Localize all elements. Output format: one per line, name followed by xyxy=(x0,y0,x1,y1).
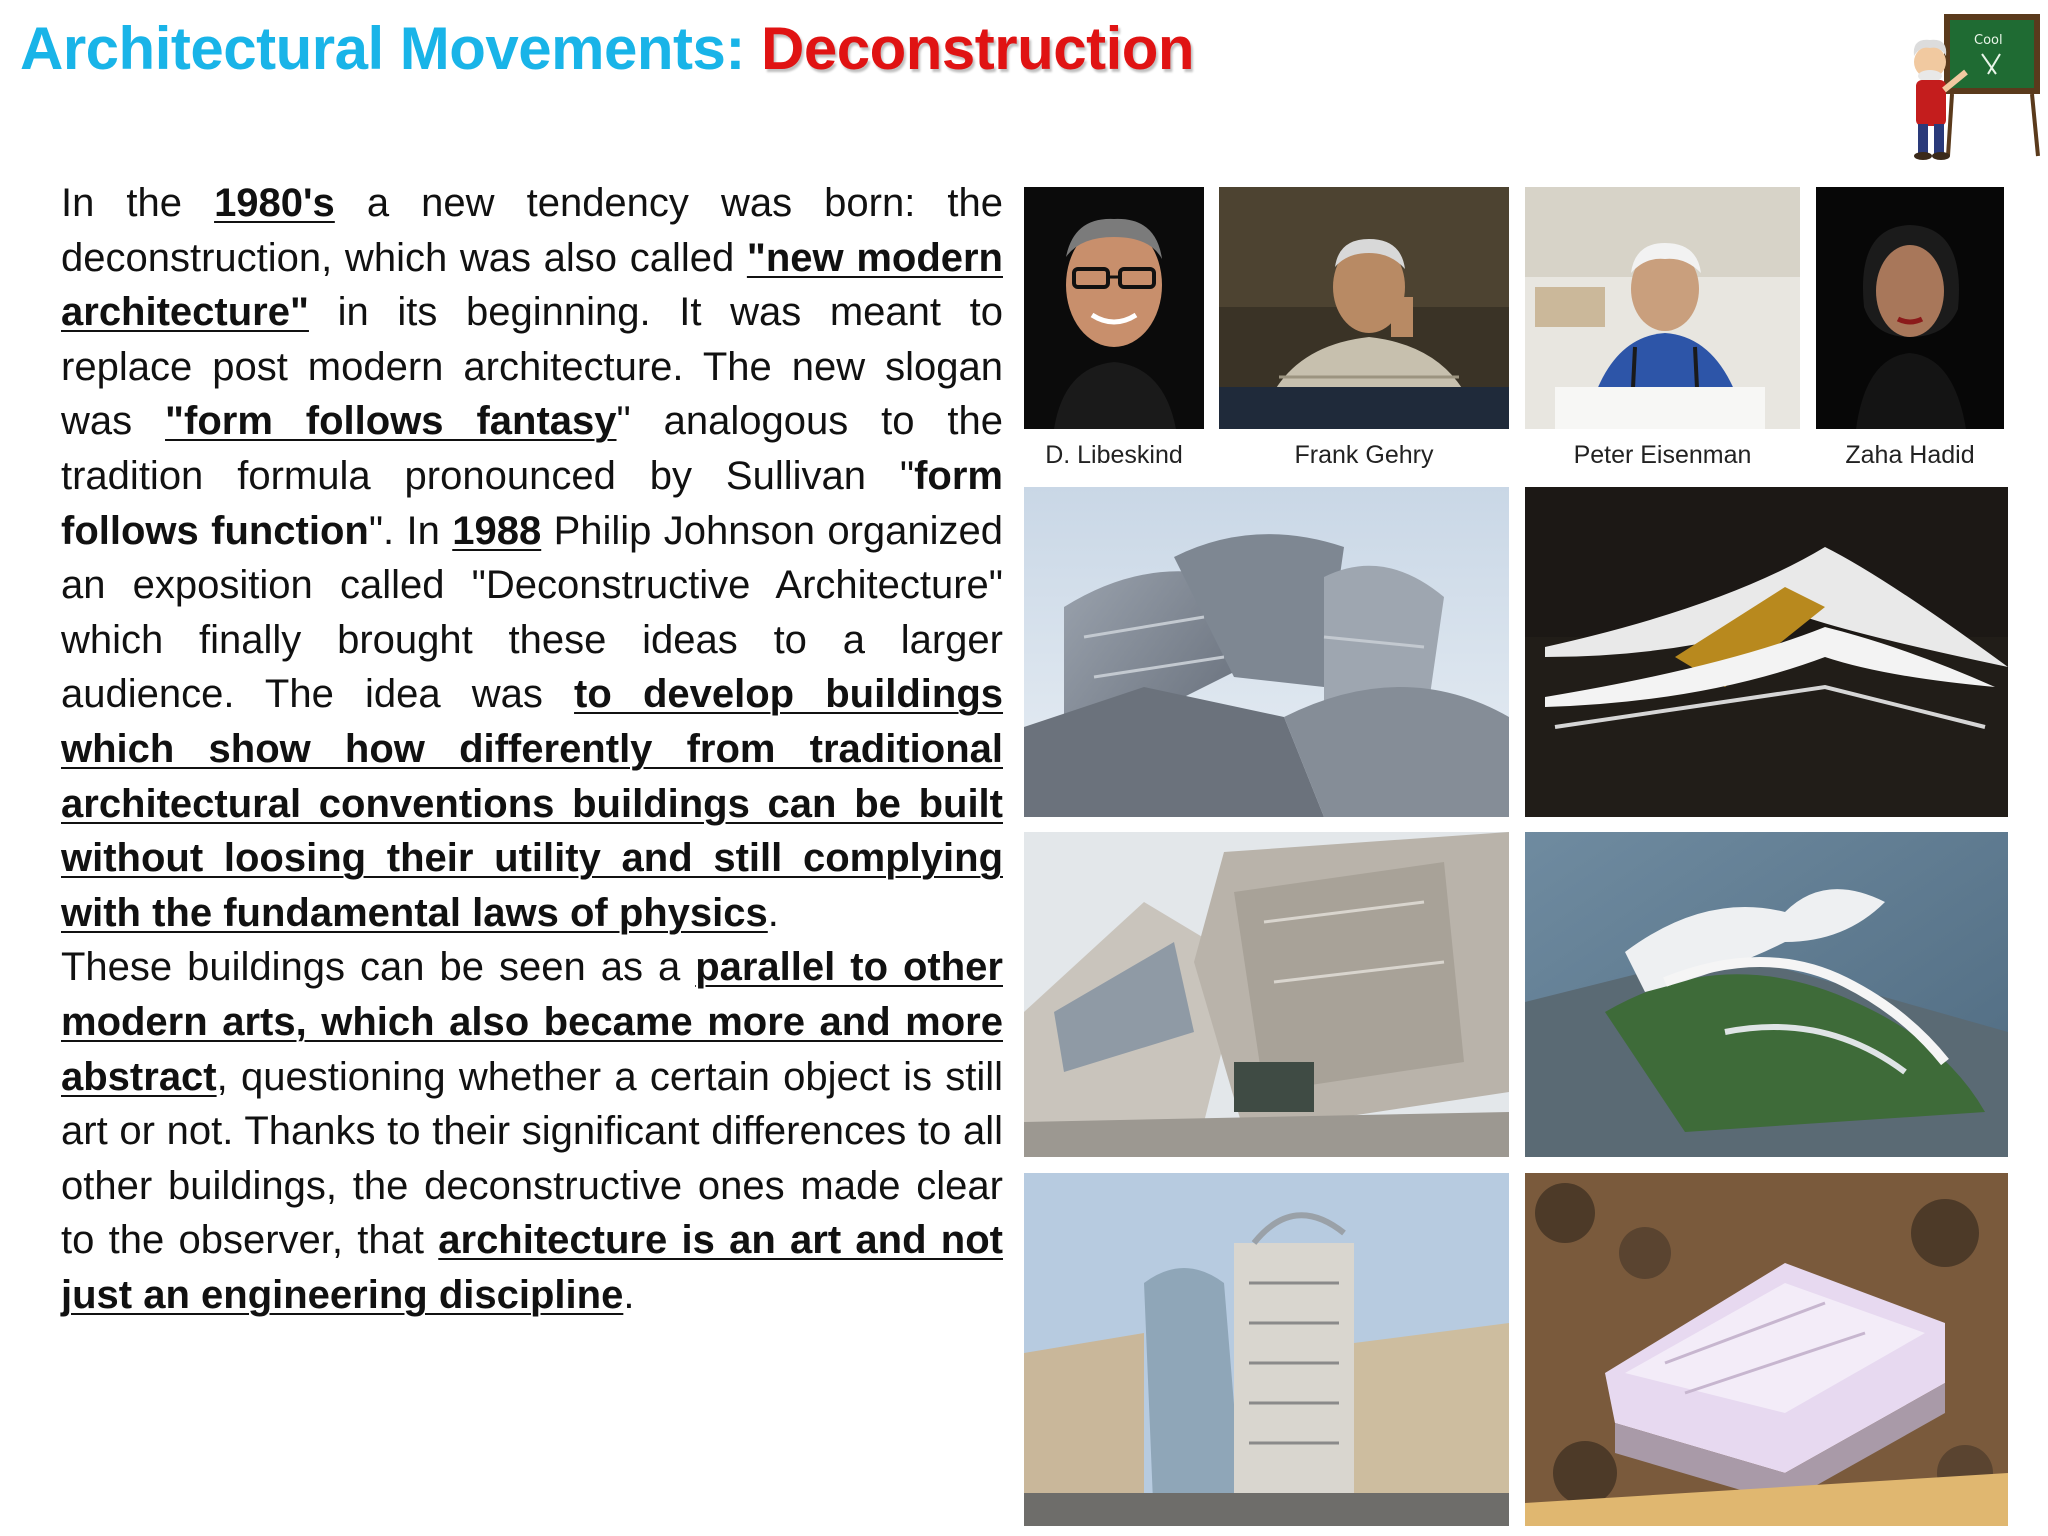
portrait-gehry-image xyxy=(1219,187,1509,429)
building-denver-museum-image xyxy=(1024,832,1509,1157)
form-follows-fantasy: "form follows fantasy xyxy=(165,399,617,444)
architecture-is-art: architecture is an art and not just an engineering discipline xyxy=(61,1218,1003,1317)
new-modern-architecture: "new modern architecture" xyxy=(61,235,1003,335)
building-libeskind-model-image xyxy=(1525,1173,2008,1526)
form-follows-function: form follows function xyxy=(61,453,1003,553)
caption-hadid: Zaha Hadid xyxy=(1845,441,1975,469)
caption-eisenman: Peter Eisenman xyxy=(1573,441,1752,469)
building-guggenheim-image xyxy=(1024,487,1509,817)
year-1980s: 1980's xyxy=(214,181,335,225)
caption-libeskind: D. Libeskind xyxy=(1045,441,1183,469)
paragraph-1: In the 1980's a new tendency was born: the deconstruction, which was also called "new modern architecture" in its beginning. It was meant to replace post modern architecture. The new slogan was "form follows fantasy" analogous to the tradition formula pronounced by Sullivan "form follows function". In 1988 Philip Johnson organized an exposition called "Deconstructive Architecture" which finally brought these ideas to a larger audience. The idea was to develop buildings which show how differently from traditional architectural conventions buildings can be built without loosing their utility and still complying with the fundamental laws of physics. xyxy=(61,181,1004,935)
parallel-modern-arts: parallel to other modern arts, which also became more and more abstract xyxy=(61,945,1003,1099)
caption-gehry: Frank Gehry xyxy=(1294,441,1434,469)
body-text xyxy=(61,176,1003,1322)
building-hadid-model-image xyxy=(1525,832,2008,1157)
portrait-libeskind-image xyxy=(1024,187,1204,429)
slide-title xyxy=(20,14,1194,83)
paragraph-2: These buildings can be seen as a parallel to other modern arts, which also became more and more abstract, questioning whether a certain object is still art or not. Thanks to their significant differences to all other buildings, the deconstructive ones made clear to the observer, that architecture is an art and not just an engineering discipline. xyxy=(61,945,1003,1317)
portrait-hadid-image xyxy=(1816,187,2004,429)
title-prefix: Architectural Movements: xyxy=(20,15,762,82)
portrait-eisenman-image xyxy=(1525,187,1800,429)
building-hadid-render-image xyxy=(1525,487,2008,817)
chalkboard-text: Cool xyxy=(1974,33,2003,48)
building-dancing-house-image xyxy=(1024,1173,1509,1526)
year-1988: 1988 xyxy=(452,508,542,553)
idea-statement: to develop buildings which show how differently from traditional architectural conventions buildings can be built without loosing their utility and still complying with the fundamental laws of physics xyxy=(61,672,1004,935)
title-highlight: Deconstruction xyxy=(761,15,1195,82)
teacher-chalkboard-icon xyxy=(1904,10,2044,160)
